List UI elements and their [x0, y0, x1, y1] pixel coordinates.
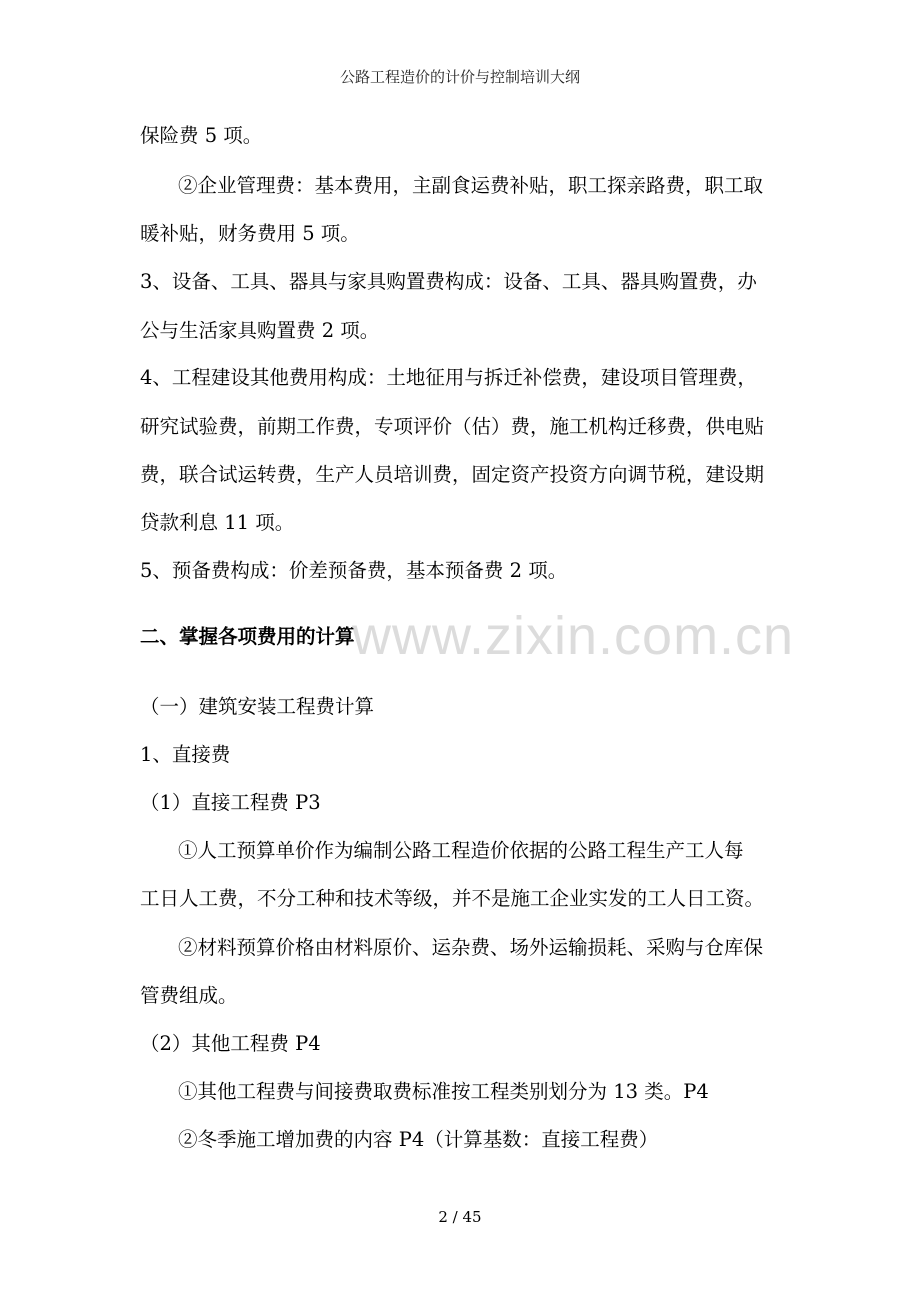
- page-header: 公路工程造价的计价与控制培训大纲: [339, 68, 580, 86]
- watermark: www.zixin.com.cn: [352, 606, 795, 666]
- section-heading: 二、掌握各项费用的计算: [140, 625, 355, 648]
- subsection-heading: （一）建筑安装工程费计算: [140, 695, 375, 718]
- body-line: ①人工预算单价作为编制公路工程造价依据的公路工程生产工人每: [178, 839, 744, 862]
- body-line: 3、设备、工具、器具与家具购置费构成：设备、工具、器具购置费，办: [140, 270, 757, 293]
- body-line: 1、直接费: [140, 743, 231, 766]
- page-number: 2 / 45: [438, 1208, 482, 1226]
- body-line: 管费组成。: [140, 984, 238, 1007]
- body-line: 暖补贴，财务费用 5 项。: [140, 222, 360, 245]
- body-line: 4、工程建设其他费用构成：土地征用与拆迁补偿费，建设项目管理费，: [140, 366, 757, 389]
- body-line: 公与生活家具购置费 2 项。: [140, 319, 380, 342]
- body-line: （1）直接工程费 P3: [140, 791, 321, 814]
- body-line: 研究试验费，前期工作费，专项评价（估）费，施工机构迁移费，供电贴: [140, 415, 765, 438]
- body-line: ②企业管理费：基本费用，主副食运费补贴，职工探亲路费，职工取: [178, 174, 764, 197]
- body-line: 贷款利息 11 项。: [140, 511, 295, 534]
- body-line: 保险费 5 项。: [140, 124, 263, 147]
- body-line: 5、预备费构成：价差预备费，基本预备费 2 项。: [140, 559, 568, 582]
- body-line: ②冬季施工增加费的内容 P4（计算基数：直接工程费）: [178, 1128, 659, 1151]
- body-line: ②材料预算价格由材料原价、运杂费、场外运输损耗、采购与仓库保: [178, 936, 764, 959]
- body-line: 工日人工费，不分工种和技术等级，并不是施工企业实发的工人日工资。: [140, 887, 765, 910]
- body-line: ①其他工程费与间接费取费标准按工程类别划分为 13 类。P4: [178, 1080, 709, 1103]
- body-line: （2）其他工程费 P4: [140, 1032, 321, 1055]
- body-line: 费，联合试运转费，生产人员培训费，固定资产投资方向调节税，建设期: [140, 463, 765, 486]
